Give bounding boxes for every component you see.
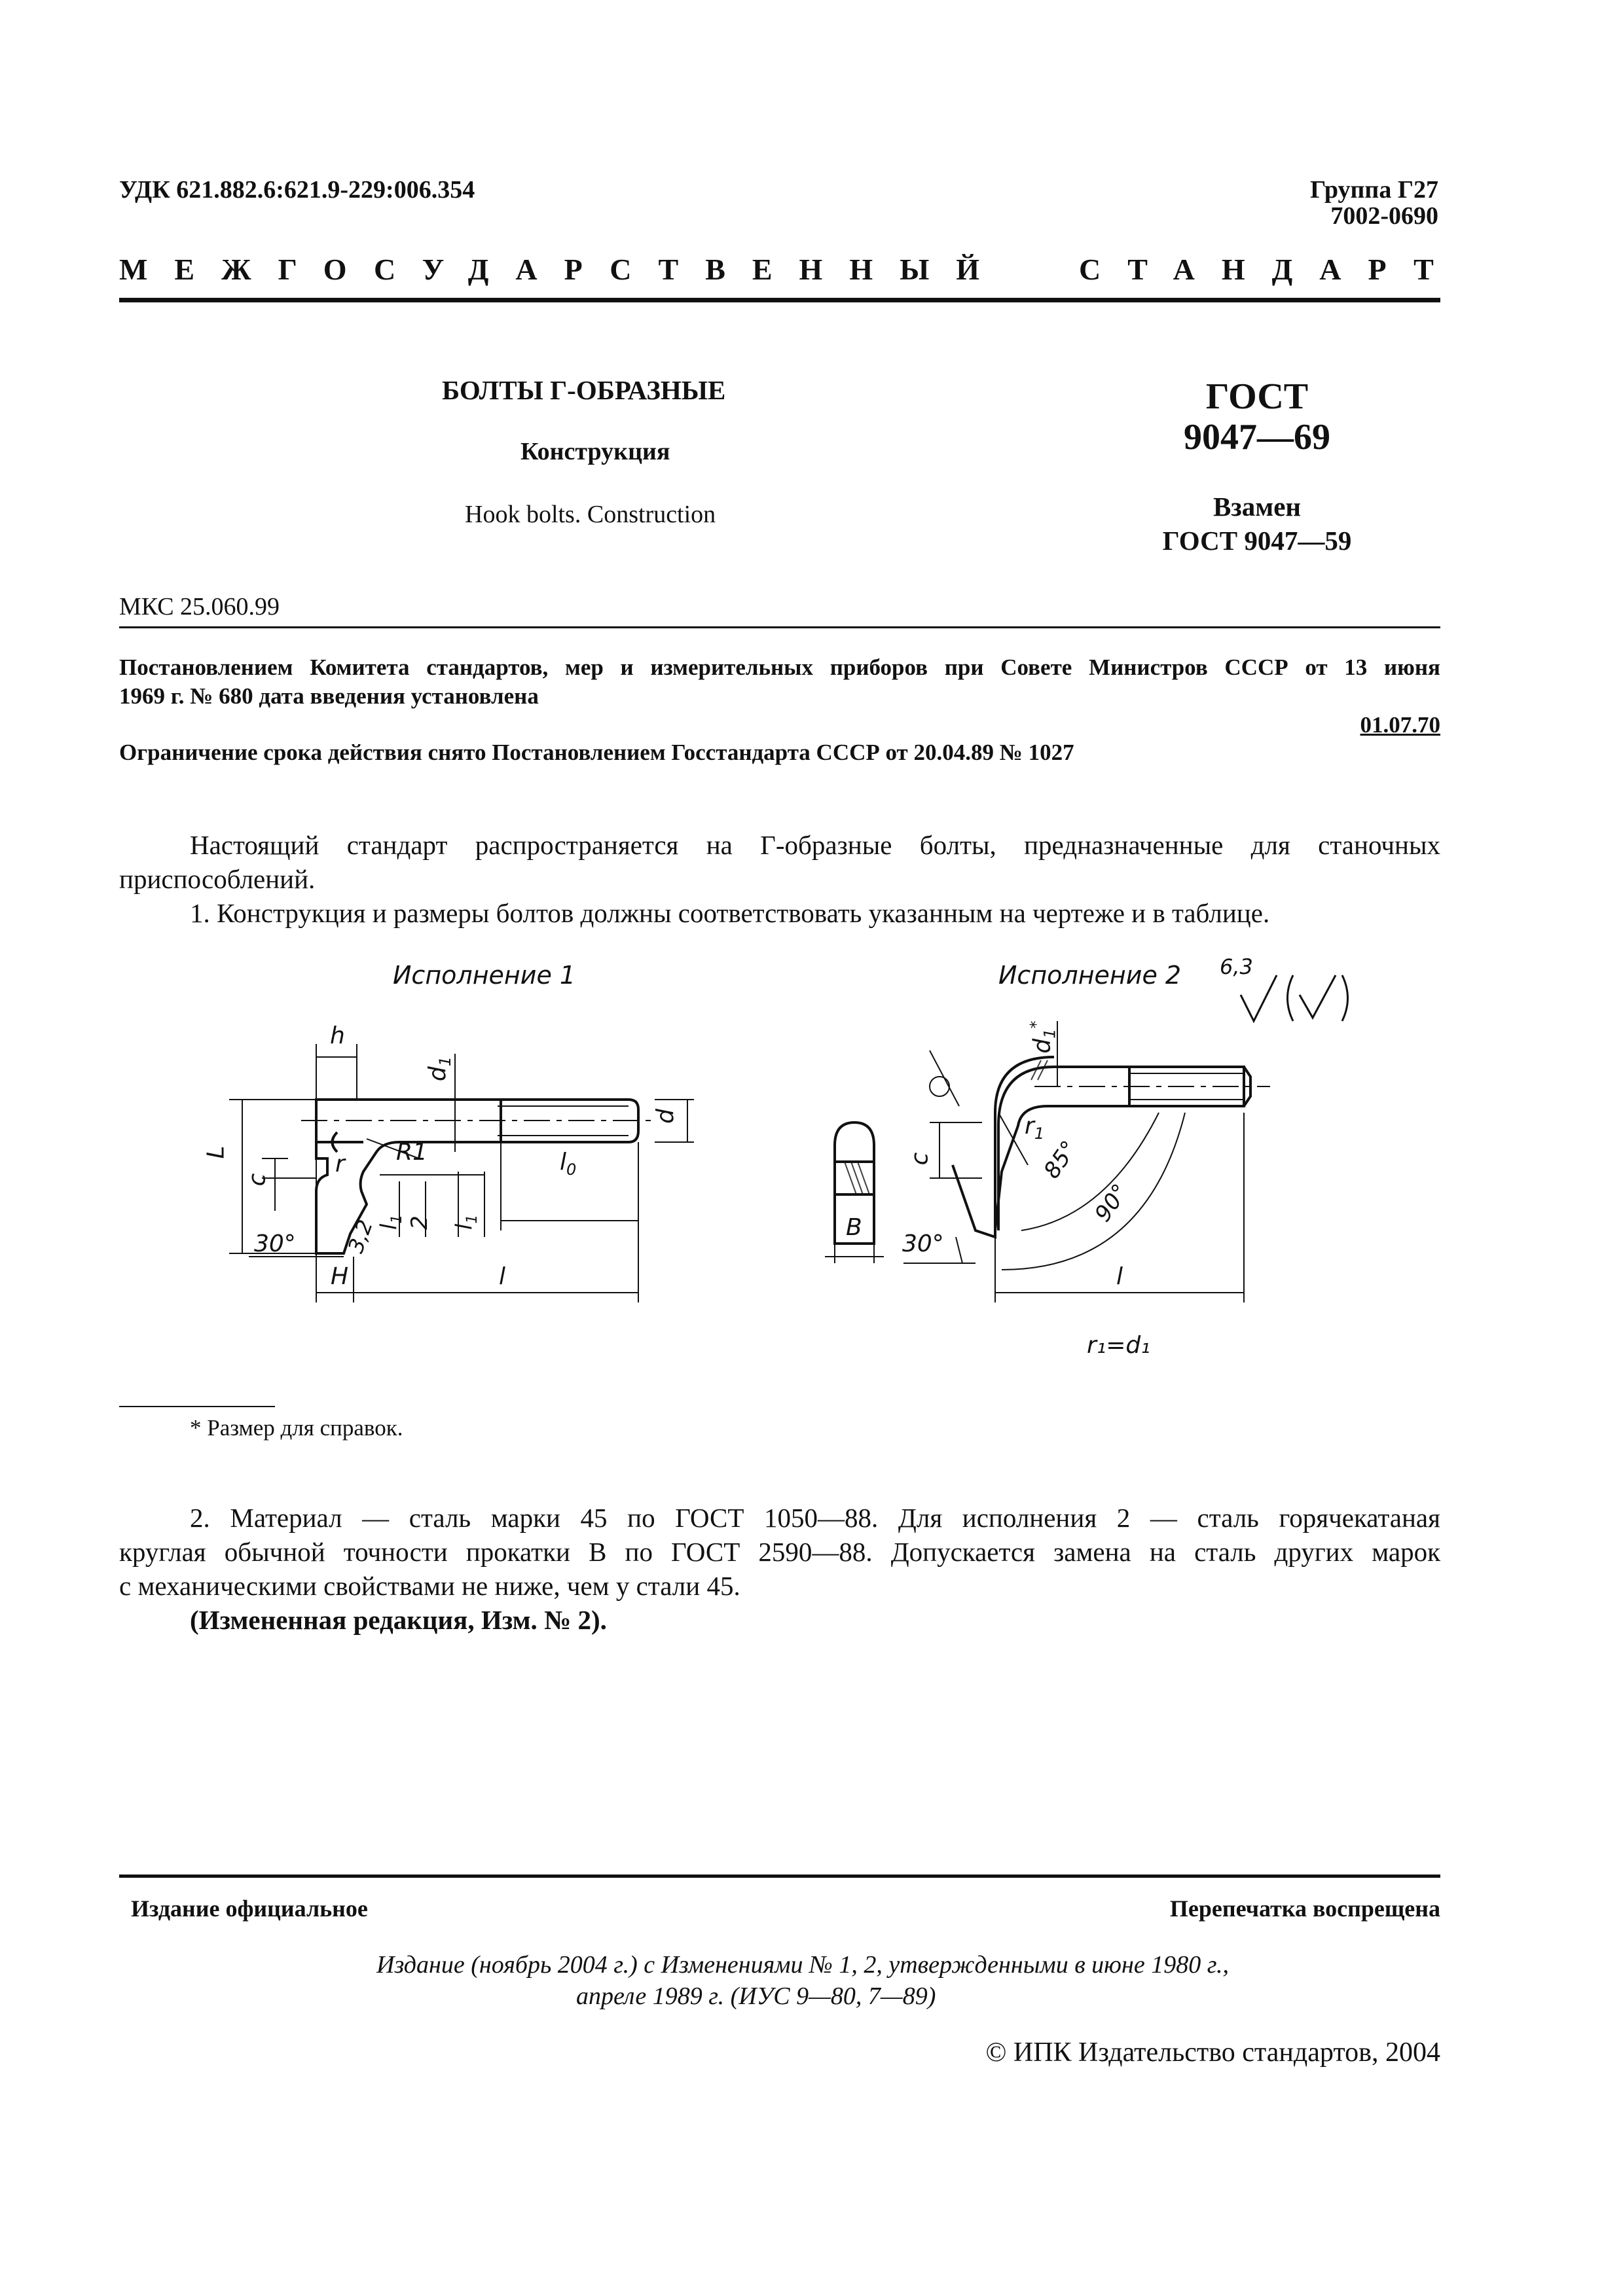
- dim-R1: R1: [396, 1139, 428, 1166]
- gost-label: ГОСТ: [1205, 376, 1309, 417]
- header-rule: [119, 298, 1440, 302]
- roughness-value: 6,3: [1220, 954, 1253, 979]
- dim-l-v2: l: [1116, 1263, 1123, 1290]
- dim-l1-left: $l_1$: [376, 1214, 406, 1230]
- footnote-rule: [119, 1406, 275, 1407]
- intro-paragraph-end: приспособлений.: [119, 864, 316, 894]
- decree-line-1: Постановлением Комитета стандартов, мер и измерительных приборов при Совете Министров СССР от 13 июня: [119, 655, 1440, 680]
- dim-l1-right: $l_1$: [451, 1214, 481, 1230]
- decree-line-2: 1969 г. № 680 дата введения установлена: [119, 683, 539, 709]
- document-subtitle: Конструкция: [520, 438, 670, 465]
- dim-L: L: [202, 1145, 230, 1159]
- dim-l0: $l_0$: [560, 1149, 577, 1179]
- roughness-3-2: 3,2: [342, 1216, 378, 1257]
- footnote: * Размер для справок.: [190, 1415, 403, 1441]
- edition-note-line-2: апреле 1989 г. (ИУС 9—80, 7—89): [576, 1982, 936, 2010]
- intro-paragraph: Настоящий стандарт распространяется на Г-образные болты, предназначенные для станочных: [190, 830, 1440, 860]
- angle-90: 90°: [1089, 1179, 1134, 1227]
- banner-interstate: МЕЖГОСУДАРСТВЕННЫЙ: [119, 253, 1007, 286]
- item-2-line-1: 2. Материал — сталь марки 45 по ГОСТ 1050—88. Для исполнения 2 — сталь горячекатаная: [190, 1503, 1440, 1533]
- angle-30-v2: 30°: [902, 1230, 944, 1257]
- mks-rule: [119, 626, 1440, 628]
- copyright: © ИПК Издательство стандартов, 2004: [985, 2037, 1440, 2068]
- dim-2: 2: [406, 1215, 433, 1230]
- angle-85: 85°: [1038, 1136, 1083, 1184]
- item-2-line-3: с механическими свойствами не ниже, чем у стали 45.: [119, 1571, 740, 1601]
- dim-d1: $d_1$: [424, 1056, 455, 1082]
- udk-code: УДК 621.882.6:621.9-229:006.354: [119, 176, 475, 204]
- dim-c-v2: c: [906, 1152, 934, 1166]
- bolt-drawing: [0, 942, 1623, 1401]
- footer-rule: [119, 1874, 1440, 1878]
- item-2-line-2: круглая обычной точности прокатки В по ГОСТ 2590—88. Допускается замена на сталь других марок: [119, 1537, 1440, 1567]
- dim-r1: $r_1$: [1025, 1113, 1045, 1143]
- introduction-date: 01.07.70: [1360, 712, 1440, 738]
- replaces-label: Взамен: [1213, 492, 1302, 522]
- variant-2-label: Исполнение 2: [998, 961, 1182, 990]
- dim-H: H: [331, 1263, 349, 1290]
- document-title: БОЛТЫ Г-ОБРАЗНЫЕ: [442, 375, 726, 405]
- angle-30-v1: 30°: [254, 1230, 296, 1257]
- dim-r: r: [335, 1151, 345, 1177]
- dim-B: B: [846, 1214, 862, 1241]
- english-title: Hook bolts. Construction: [465, 501, 716, 528]
- classification-code: 7002-0690: [1330, 202, 1438, 230]
- variant-1-label: Исполнение 1: [393, 961, 576, 990]
- gost-number: 9047—69: [1184, 417, 1330, 457]
- dim-h: h: [330, 1022, 345, 1049]
- item-1: 1. Конструкция и размеры болтов должны соответствовать указанным на чертеже и в таблице.: [190, 898, 1270, 928]
- mks-code: МКС 25.060.99: [119, 593, 280, 620]
- official-edition: Издание официальное: [131, 1895, 368, 1922]
- dim-l-v1: l: [499, 1263, 506, 1290]
- limit-removed-note: Ограничение срока действия снято Постановлением Госстандарта СССР от 20.04.89 № 1027: [119, 740, 1074, 765]
- reprint-prohibited: Перепечатка воспрещена: [1169, 1895, 1440, 1922]
- group-label: Группа Г27: [1310, 176, 1438, 204]
- edition-note-line-1: Издание (ноябрь 2004 г.) с Изменениями № 1, 2, утвержденными в июне 1980 г.,: [376, 1951, 1230, 1979]
- dim-c: c: [244, 1173, 271, 1187]
- revision-note: (Измененная редакция, Изм. № 2).: [190, 1605, 607, 1635]
- replaced-standard: ГОСТ 9047—59: [1162, 526, 1352, 556]
- banner-standard: СТАНДАРТ: [1079, 253, 1461, 286]
- dim-d: d: [651, 1109, 679, 1124]
- formula-r1-d1: r₁=d₁: [1087, 1332, 1150, 1359]
- dim-d1-star: $d_1^*$: [1027, 1020, 1059, 1054]
